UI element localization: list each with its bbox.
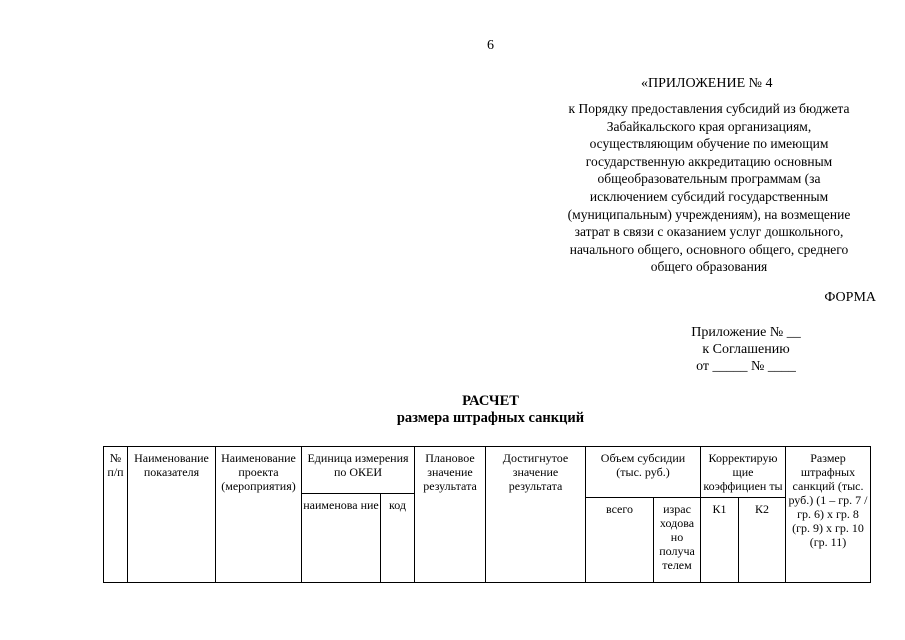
header-unit-code: код [381, 494, 415, 583]
header-achieved-value: Достигнутое значение результата [486, 447, 586, 583]
header-coefficient-k2: К2 [739, 498, 786, 583]
header-subsidy-volume: Объем субсидии (тыс. руб.) [586, 447, 701, 498]
agreement-line-appendix: Приложение № __ [691, 325, 801, 340]
header-indicator-name: Наименование показателя [128, 447, 216, 583]
header-row-number: № п/п [104, 447, 128, 583]
agreement-line-date: от _____ № ____ [696, 359, 796, 374]
header-project-name: Наименование проекта (мероприятия) [216, 447, 302, 583]
calculation-title [0, 393, 905, 427]
header-correction-coefficients: Корректирую щие коэффициен ты [701, 447, 786, 498]
header-penalty-amount: Размер штрафных санкций (тыс. руб.) (1 – гр. 7 / гр. 6) x гр. 8 (гр. 9) x гр. 10 (гр. 11) [786, 447, 871, 583]
form-label: ФОРМА [824, 290, 876, 305]
agreement-line-agreement: к Соглашению [702, 342, 790, 357]
order-reference-text: к Порядку предоставления субсидий из бюджета Забайкальского края организациям, осуществляющим обучение по имеющим государственную аккредитацию основным общеобразовательным программам (за исключением субсидий государственным (муниципальным) учреждениям), на возмещение затрат в связи с оказанием услуг дошкольного, начального общего, основного общего, среднего общего образования [567, 101, 851, 275]
page-number: 6 [487, 38, 494, 53]
agreement-reference [676, 324, 816, 375]
penalty-calculation-table [103, 446, 871, 583]
header-unit-name: наименова ние [302, 494, 381, 583]
header-subsidy-total: всего [586, 498, 654, 583]
header-planned-value: Плановое значение результата [415, 447, 486, 583]
header-coefficient-k1: К1 [701, 498, 739, 583]
appendix-title: «ПРИЛОЖЕНИЕ № 4 [641, 76, 773, 91]
header-unit-okei: Единица измерения по ОКЕИ [302, 447, 415, 494]
calculation-title-sub: размера штрафных санкций [396, 410, 585, 426]
header-subsidy-spent: израс ходова но получа телем [654, 498, 701, 583]
calculation-title-main: РАСЧЕТ [462, 393, 519, 409]
